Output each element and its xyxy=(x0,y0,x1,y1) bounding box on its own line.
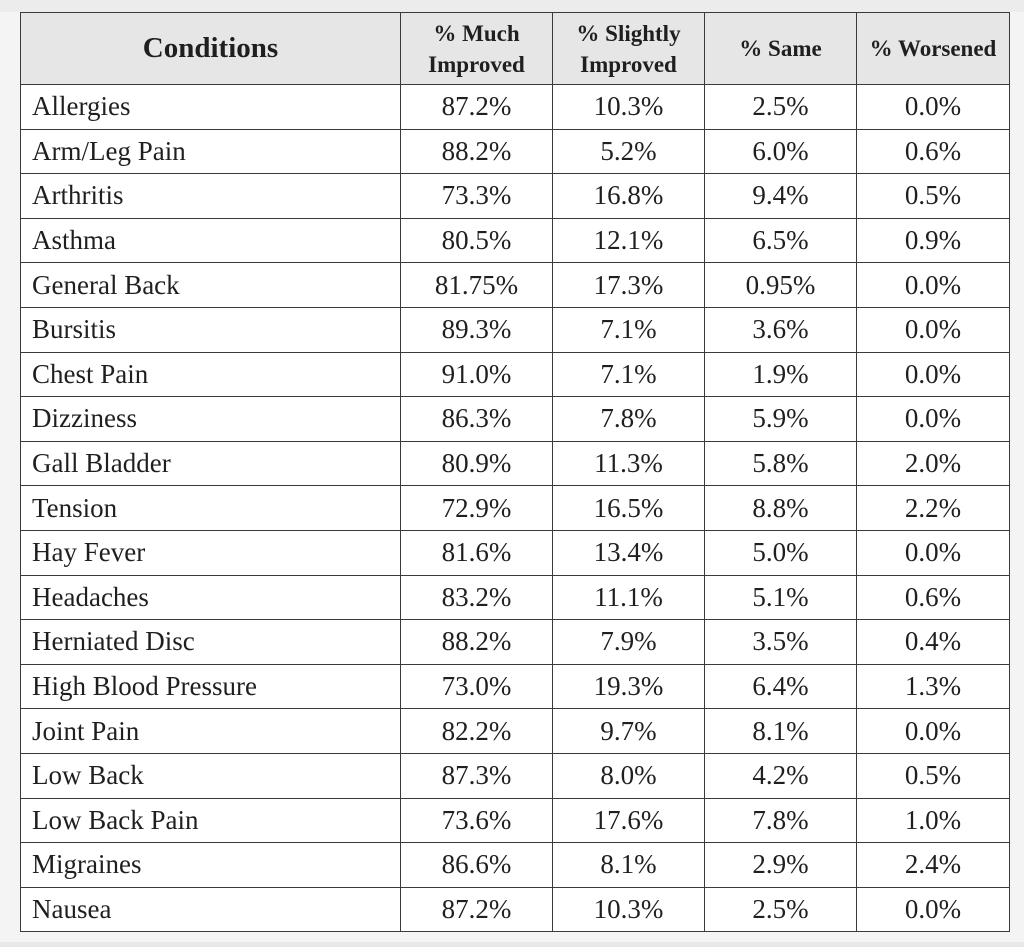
table-row xyxy=(21,174,1010,219)
condition-cell: Dizziness xyxy=(21,397,401,442)
worsened-cell: 2.2% xyxy=(857,486,1010,531)
table-row xyxy=(21,575,1010,620)
table-row xyxy=(21,753,1010,798)
much-improved-cell: 81.6% xyxy=(401,530,553,575)
slightly-improved-cell: 16.5% xyxy=(553,486,705,531)
condition-cell: Arthritis xyxy=(21,174,401,219)
much-improved-cell: 87.2% xyxy=(401,887,553,932)
worsened-cell: 0.0% xyxy=(857,352,1010,397)
condition-cell: Arm/Leg Pain xyxy=(21,129,401,174)
worsened-cell: 2.4% xyxy=(857,843,1010,888)
table-row xyxy=(21,129,1010,174)
slightly-improved-cell: 7.9% xyxy=(553,620,705,665)
condition-cell: Tension xyxy=(21,486,401,531)
same-cell: 3.5% xyxy=(705,620,857,665)
same-cell: 5.1% xyxy=(705,575,857,620)
header-conditions: Conditions xyxy=(21,13,401,85)
condition-cell: High Blood Pressure xyxy=(21,664,401,709)
worsened-cell: 0.0% xyxy=(857,530,1010,575)
same-cell: 8.1% xyxy=(705,709,857,754)
page-top-shade xyxy=(0,0,1024,12)
slightly-improved-cell: 7.1% xyxy=(553,307,705,352)
header-slightly-improved-line1: % Slightly xyxy=(576,20,681,46)
slightly-improved-cell: 11.3% xyxy=(553,441,705,486)
worsened-cell: 0.9% xyxy=(857,218,1010,263)
much-improved-cell: 82.2% xyxy=(401,709,553,754)
slightly-improved-cell: 11.1% xyxy=(553,575,705,620)
worsened-cell: 0.0% xyxy=(857,85,1010,130)
condition-cell: Herniated Disc xyxy=(21,620,401,665)
table-row xyxy=(21,664,1010,709)
table-row xyxy=(21,441,1010,486)
worsened-cell: 0.4% xyxy=(857,620,1010,665)
table-row xyxy=(21,843,1010,888)
much-improved-cell: 80.5% xyxy=(401,218,553,263)
header-slightly-improved-line2: Improved xyxy=(580,51,677,77)
worsened-cell: 0.0% xyxy=(857,709,1010,754)
condition-cell: Chest Pain xyxy=(21,352,401,397)
much-improved-cell: 80.9% xyxy=(401,441,553,486)
worsened-cell: 0.0% xyxy=(857,397,1010,442)
condition-cell: Joint Pain xyxy=(21,709,401,754)
much-improved-cell: 87.2% xyxy=(401,85,553,130)
slightly-improved-cell: 17.6% xyxy=(553,798,705,843)
header-row xyxy=(21,13,1010,85)
condition-cell: Migraines xyxy=(21,843,401,888)
condition-cell: Nausea xyxy=(21,887,401,932)
much-improved-cell: 91.0% xyxy=(401,352,553,397)
table-row xyxy=(21,397,1010,442)
slightly-improved-cell: 9.7% xyxy=(553,709,705,754)
slightly-improved-cell: 7.8% xyxy=(553,397,705,442)
same-cell: 0.95% xyxy=(705,263,857,308)
much-improved-cell: 87.3% xyxy=(401,753,553,798)
same-cell: 2.9% xyxy=(705,843,857,888)
much-improved-cell: 88.2% xyxy=(401,129,553,174)
worsened-cell: 0.0% xyxy=(857,887,1010,932)
worsened-cell: 1.0% xyxy=(857,798,1010,843)
worsened-cell: 0.5% xyxy=(857,174,1010,219)
much-improved-cell: 86.6% xyxy=(401,843,553,888)
much-improved-cell: 89.3% xyxy=(401,307,553,352)
same-cell: 1.9% xyxy=(705,352,857,397)
same-cell: 7.8% xyxy=(705,798,857,843)
worsened-cell: 0.0% xyxy=(857,307,1010,352)
condition-cell: General Back xyxy=(21,263,401,308)
condition-cell: Bursitis xyxy=(21,307,401,352)
table-row xyxy=(21,887,1010,932)
worsened-cell: 1.3% xyxy=(857,664,1010,709)
same-cell: 5.0% xyxy=(705,530,857,575)
condition-cell: Low Back Pain xyxy=(21,798,401,843)
much-improved-cell: 86.3% xyxy=(401,397,553,442)
slightly-improved-cell: 8.1% xyxy=(553,843,705,888)
condition-cell: Hay Fever xyxy=(21,530,401,575)
same-cell: 6.4% xyxy=(705,664,857,709)
condition-cell: Asthma xyxy=(21,218,401,263)
much-improved-cell: 73.6% xyxy=(401,798,553,843)
much-improved-cell: 83.2% xyxy=(401,575,553,620)
page-bottom-shade xyxy=(0,942,1024,947)
slightly-improved-cell: 10.3% xyxy=(553,85,705,130)
table-row xyxy=(21,352,1010,397)
worsened-cell: 2.0% xyxy=(857,441,1010,486)
same-cell: 6.0% xyxy=(705,129,857,174)
header-same: % Same xyxy=(705,13,857,85)
slightly-improved-cell: 17.3% xyxy=(553,263,705,308)
same-cell: 8.8% xyxy=(705,486,857,531)
table-row xyxy=(21,709,1010,754)
same-cell: 3.6% xyxy=(705,307,857,352)
table-row xyxy=(21,530,1010,575)
much-improved-cell: 81.75% xyxy=(401,263,553,308)
table-row xyxy=(21,85,1010,130)
slightly-improved-cell: 5.2% xyxy=(553,129,705,174)
table-row xyxy=(21,798,1010,843)
much-improved-cell: 73.3% xyxy=(401,174,553,219)
header-worsened: % Worsened xyxy=(857,13,1010,85)
much-improved-cell: 72.9% xyxy=(401,486,553,531)
slightly-improved-cell: 19.3% xyxy=(553,664,705,709)
worsened-cell: 0.6% xyxy=(857,575,1010,620)
table-row xyxy=(21,620,1010,665)
much-improved-cell: 88.2% xyxy=(401,620,553,665)
slightly-improved-cell: 12.1% xyxy=(553,218,705,263)
condition-cell: Headaches xyxy=(21,575,401,620)
table-header xyxy=(21,13,1010,85)
same-cell: 2.5% xyxy=(705,85,857,130)
slightly-improved-cell: 8.0% xyxy=(553,753,705,798)
same-cell: 4.2% xyxy=(705,753,857,798)
header-much-improved-line1: % Much xyxy=(433,20,520,46)
header-much-improved-line2: Improved xyxy=(428,51,525,77)
same-cell: 5.9% xyxy=(705,397,857,442)
results-table-container xyxy=(20,12,1009,932)
same-cell: 5.8% xyxy=(705,441,857,486)
header-much-improved xyxy=(401,13,553,85)
same-cell: 6.5% xyxy=(705,218,857,263)
table-body xyxy=(21,85,1010,932)
worsened-cell: 0.6% xyxy=(857,129,1010,174)
worsened-cell: 0.5% xyxy=(857,753,1010,798)
worsened-cell: 0.0% xyxy=(857,263,1010,308)
results-table xyxy=(20,12,1010,932)
table-row xyxy=(21,307,1010,352)
slightly-improved-cell: 13.4% xyxy=(553,530,705,575)
condition-cell: Low Back xyxy=(21,753,401,798)
condition-cell: Allergies xyxy=(21,85,401,130)
table-row xyxy=(21,263,1010,308)
slightly-improved-cell: 7.1% xyxy=(553,352,705,397)
table-row xyxy=(21,486,1010,531)
condition-cell: Gall Bladder xyxy=(21,441,401,486)
header-slightly-improved xyxy=(553,13,705,85)
slightly-improved-cell: 10.3% xyxy=(553,887,705,932)
same-cell: 9.4% xyxy=(705,174,857,219)
slightly-improved-cell: 16.8% xyxy=(553,174,705,219)
table-row xyxy=(21,218,1010,263)
much-improved-cell: 73.0% xyxy=(401,664,553,709)
same-cell: 2.5% xyxy=(705,887,857,932)
